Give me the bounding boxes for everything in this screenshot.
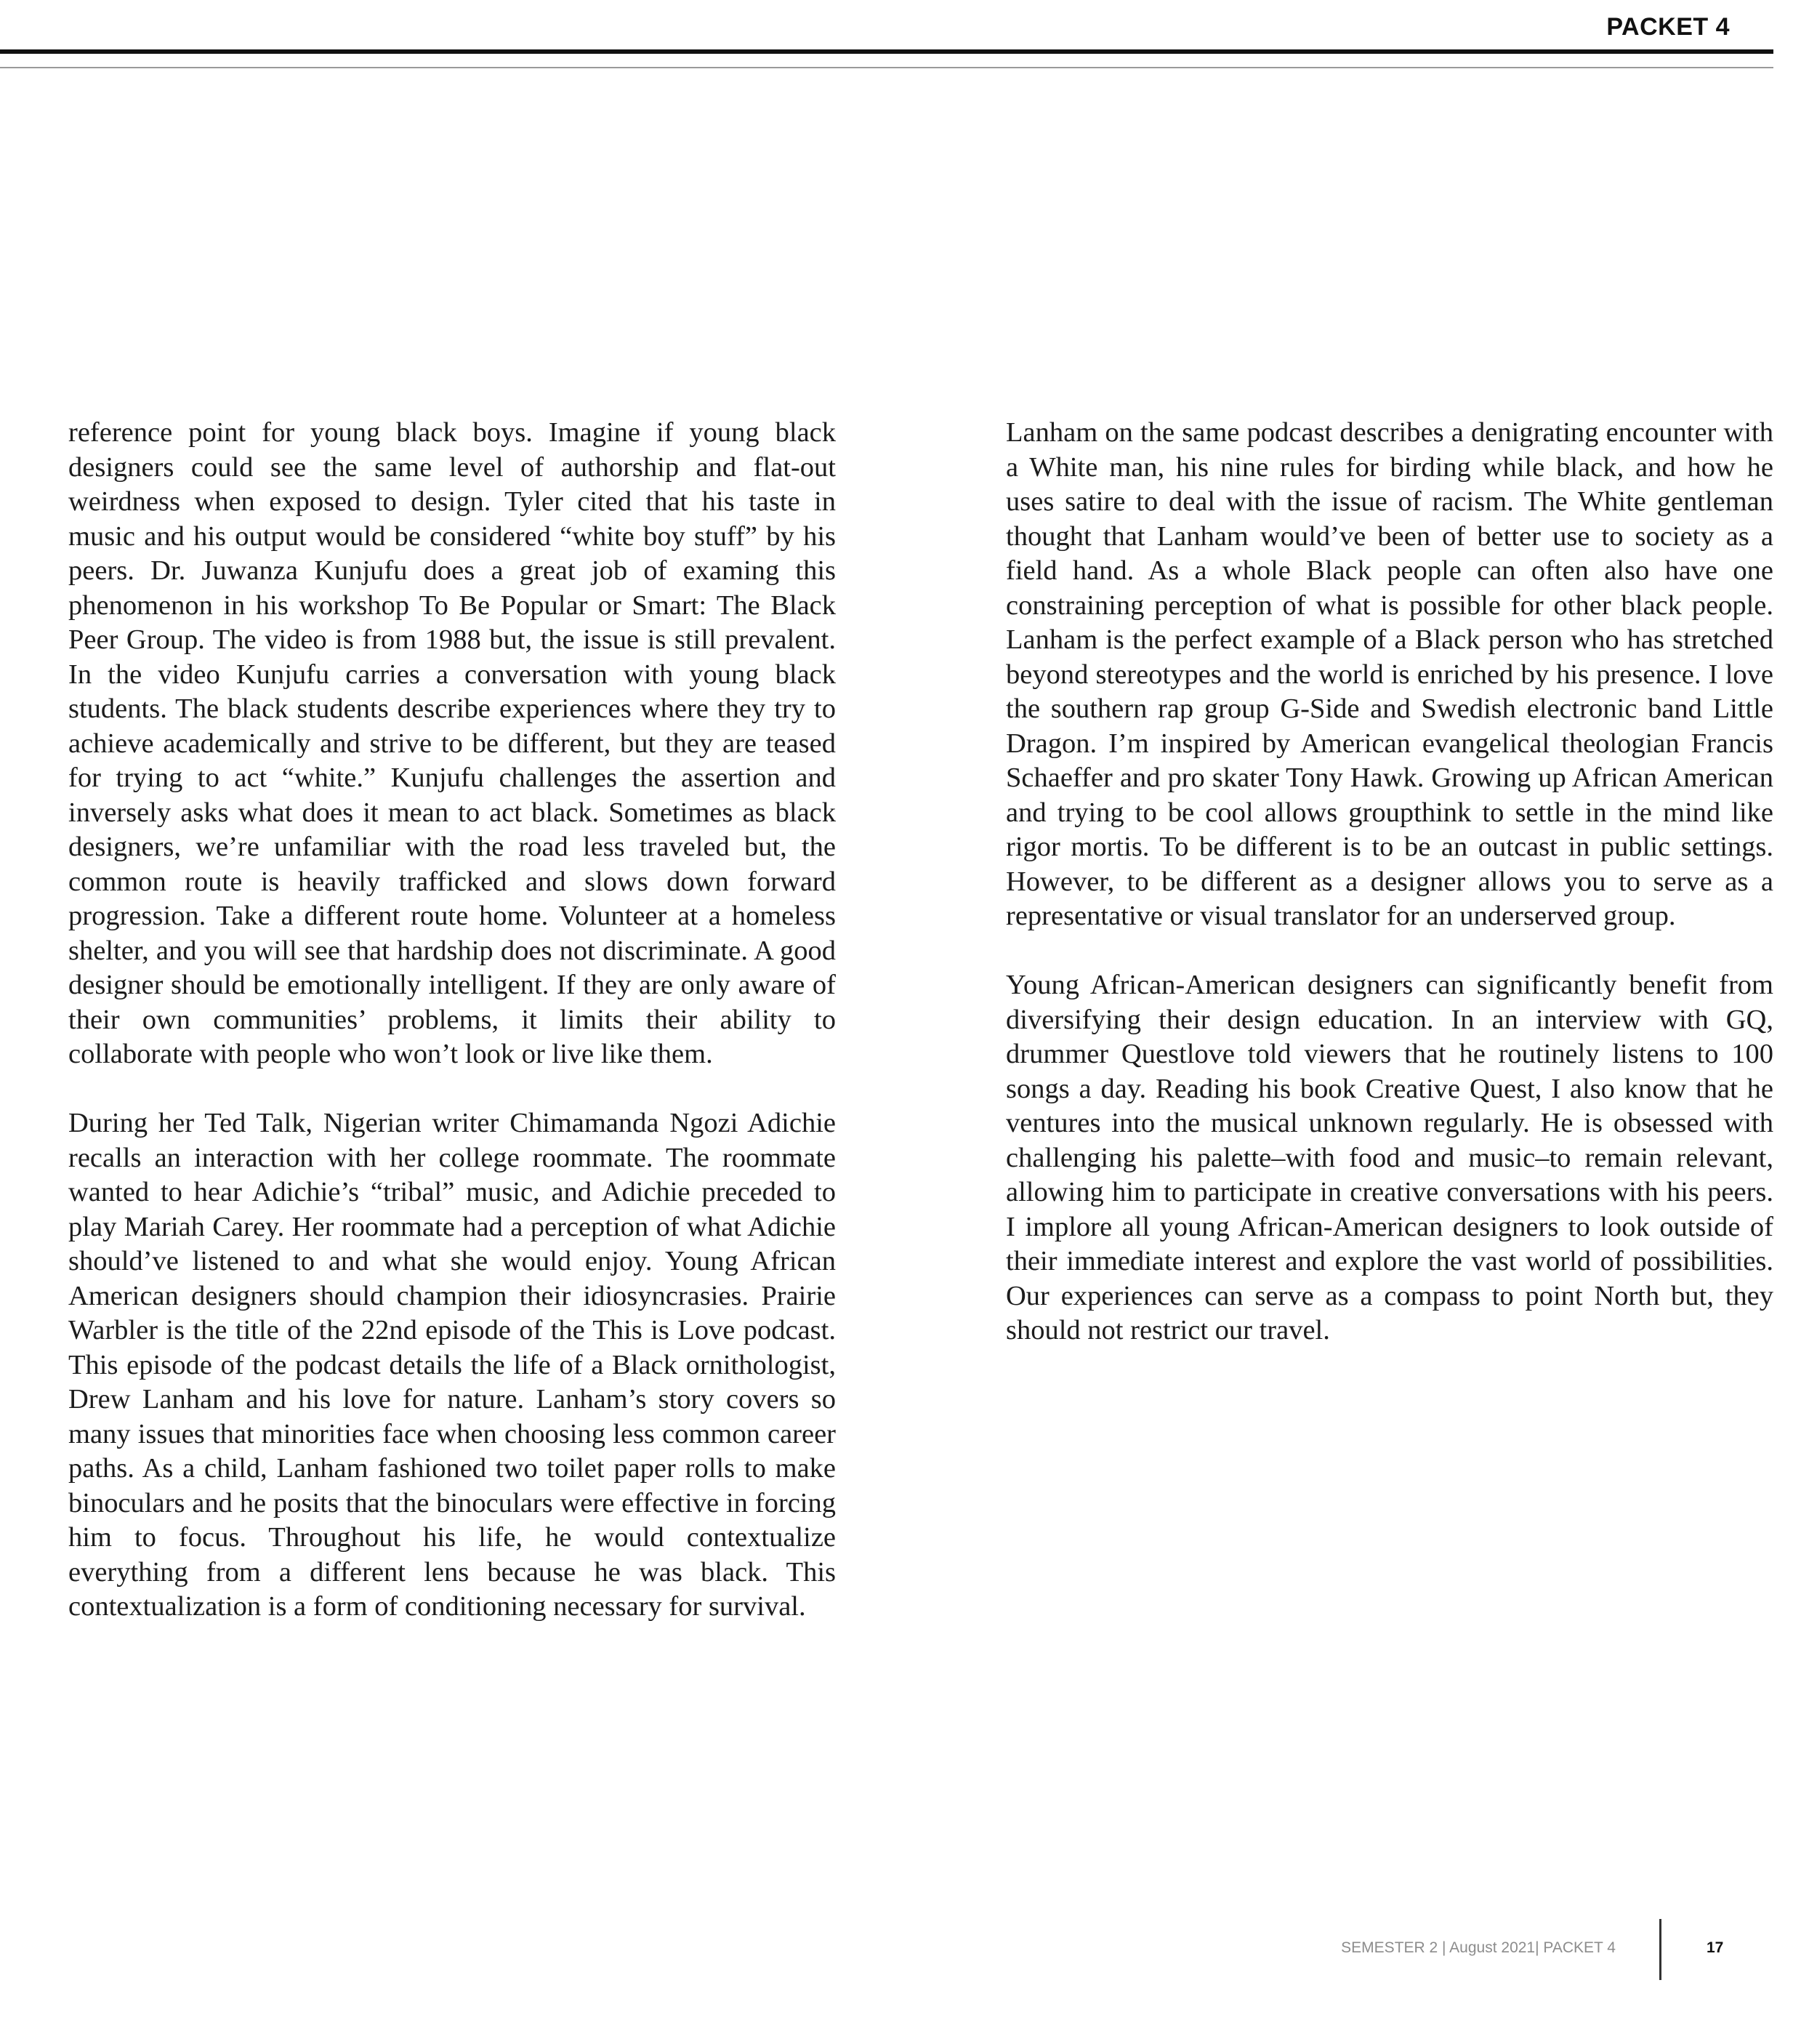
footer-running-text: SEMESTER 2 | August 2021| PACKET 4 (1341, 1939, 1616, 1956)
footer-divider (1659, 1919, 1661, 1980)
left-paragraph-2: During her Ted Talk, Nigerian writer Chimamanda Ngozi Adichie recalls an interaction with her college roommate. The roommate wanted to hear Adichie’s “tribal” music, and Adichie preceded to play Mariah Carey. Her roommate had a perception of what Adichie should’ve listened to and what she would enjoy. Young African American designers should champion their idiosyncrasies. Prairie Warbler is the title of the 22nd episode of the This is Love podcast. This episode of the podcast details the life of a Black ornithologist, Drew Lanham and his love for nature. Lanham’s story covers so many issues that minorities face when choosing less common career paths. As a child, Lanham fashioned two toilet paper rolls to make binoculars and he posits that the binoculars were effective in forcing him to focus. Throughout his life, he would contextualize everything from a different lens because he was black. This contextualization is a form of conditioning necessary for survival. (68, 1108, 836, 1622)
header-rule-thin (0, 67, 1773, 68)
header-rule-thick (0, 49, 1773, 54)
page-number: 17 (1707, 1939, 1724, 1956)
left-column (68, 416, 836, 1659)
header-packet-label: PACKET 4 (1606, 13, 1730, 41)
right-paragraph-1: Lanham on the same podcast describes a denigrating encounter with a White man, his nine rules for birding while black, and how he uses satire to deal with the issue of racism. The White gentleman thought that Lanham would’ve been of better use to society as a field hand. As a whole Black people can often also have one constraining perception of what is possible for other black people. Lanham is the perfect example of a Black person who has stretched beyond stereotypes and the world is enriched by his presence. I love the southern rap group G-Side and Swedish electronic band Little Dragon. I’m inspired by American evangelical theologian Francis Schaeffer and pro skater Tony Hawk. Growing up African American and trying to be cool allows groupthink to settle in the mind like rigor mortis. To be different is to be an outcast in public settings. However, to be different as a designer allows you to serve as a representative or visual translator for an underserved group. (1006, 417, 1773, 931)
right-paragraph-2: Young African-American designers can significantly benefit from diversifying their design education. In an interview with GQ, drummer Questlove told viewers that he routinely listens to 100 songs a day. Reading his book Creative Quest, I also know that he ventures into the musical unknown regularly. He is obsessed with challenging his palette–with food and music–to remain relevant, allowing him to participate in creative conversations with his peers. I implore all young African-American designers to look outside of their immediate interest and explore the vast world of possibilities. Our experiences can serve as a compass to point North but, they should not restrict our travel. (1006, 970, 1773, 1345)
right-column (1006, 416, 1773, 1383)
left-paragraph-1: reference point for young black boys. Imagine if young black designers could see the same level of authorship and flat-out weirdness when exposed to design. Tyler cited that his taste in music and his output would be considered “white boy stuff” by his peers. Dr. Juwanza Kunjufu does a great job of examing this phenomenon in his workshop To Be Popular or Smart: The Black Peer Group. The video is from 1988 but, the issue is still prevalent. In the video Kunjufu carries a conversation with young black students. The black students describe experiences where they try to achieve academically and strive to be different, but they are teased for trying to act “white.” Kunjufu challenges the assertion and inversely asks what does it mean to act black. Sometimes as black designers, we’re unfamiliar with the road less traveled but, the common route is heavily trafficked and slows down forward progression. Take a different route home. Volunteer at a homeless shelter, and you will see that hardship does not discriminate. A good designer should be emotionally intelligent. If they are only aware of their own communities’ problems, it limits their ability to collaborate with people who won’t look or live like them. (68, 417, 836, 1069)
